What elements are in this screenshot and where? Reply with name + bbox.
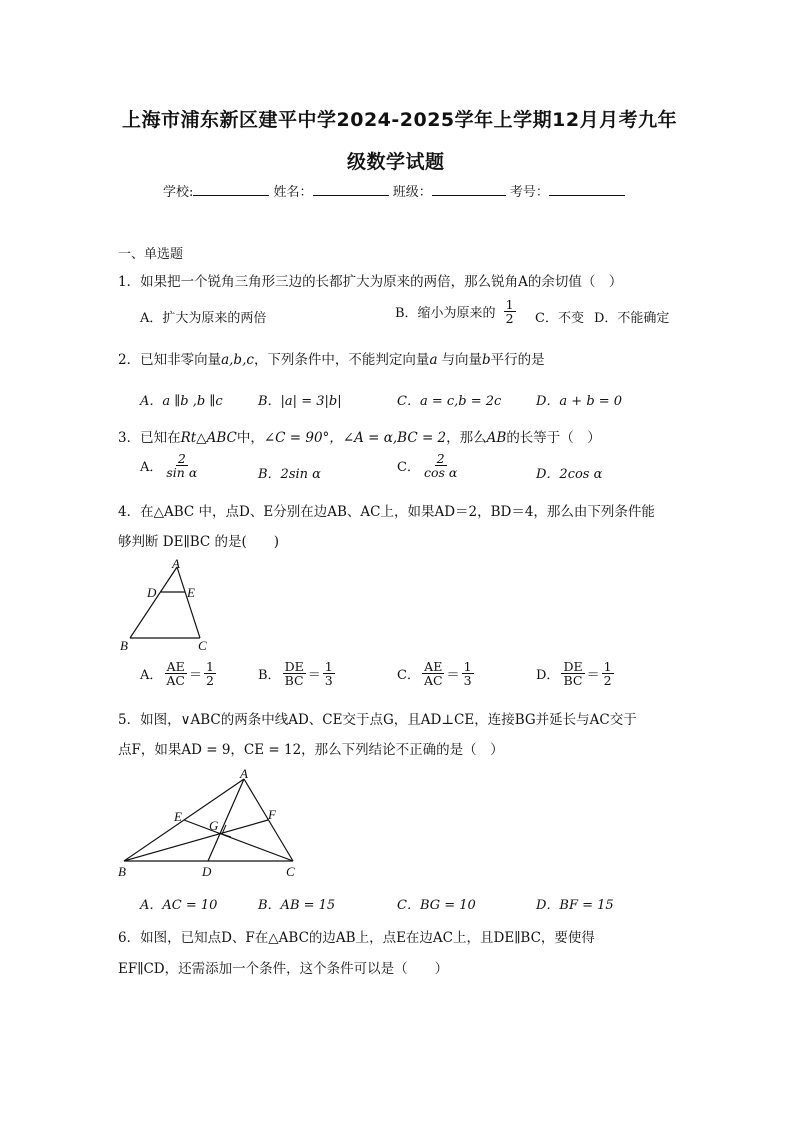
section-heading: 一、单选题 bbox=[118, 247, 184, 262]
q4-b-den: BC bbox=[284, 673, 304, 689]
q4-c-rden: 3 bbox=[463, 673, 472, 689]
question-4-option-c[interactable] bbox=[397, 660, 476, 687]
q3-text-mid2: ，那么 bbox=[446, 430, 487, 446]
q4-c-lhs bbox=[422, 660, 445, 687]
q4-d-rnum: 1 bbox=[603, 659, 612, 674]
question-5-option-a[interactable]: A．AC = 10 bbox=[140, 898, 218, 913]
q2-text-mid2: 与向量 bbox=[441, 352, 482, 368]
exam-number-blank[interactable] bbox=[549, 182, 625, 196]
q4-d-lhs bbox=[561, 660, 584, 687]
label-b: B bbox=[120, 638, 128, 653]
school-label: 学校: bbox=[163, 185, 194, 200]
question-5-option-d[interactable]: D．BF = 15 bbox=[536, 898, 614, 913]
q4-b-lhs bbox=[283, 660, 306, 687]
q2-text-post: 平行的是 bbox=[490, 352, 545, 368]
question-5-option-b[interactable]: B．AB = 15 bbox=[258, 898, 336, 913]
page-title-line2: 级数学试题 bbox=[347, 151, 445, 173]
q4-a-num: AE bbox=[166, 659, 185, 674]
label-d: D bbox=[202, 864, 212, 879]
q4-d-den: BC bbox=[563, 673, 583, 689]
question-1-option-d[interactable]: D．不能确定 bbox=[594, 311, 670, 326]
label-b: B bbox=[118, 864, 126, 879]
fraction-denominator: 2 bbox=[505, 311, 514, 327]
question-1-text: 1．如果把一个锐角三角形三边的长都扩大为原来的两倍，那么锐角A的余切值（ ） bbox=[118, 274, 623, 290]
class-blank[interactable] bbox=[432, 182, 506, 196]
question-3-text bbox=[118, 426, 601, 446]
q4-a-rnum: 1 bbox=[206, 659, 214, 674]
q4-c-rnum: 1 bbox=[463, 659, 472, 674]
q4-b-rden: 3 bbox=[324, 673, 333, 689]
q4-a-rden: 2 bbox=[206, 673, 214, 689]
label-a: A bbox=[240, 766, 248, 781]
question-2-text bbox=[118, 348, 545, 368]
question-5-option-c[interactable]: C．BG = 10 bbox=[397, 898, 476, 913]
label-d: D bbox=[147, 585, 157, 600]
label-g: G bbox=[209, 818, 219, 833]
q4-a-prefix: A． bbox=[140, 668, 163, 684]
q3-text-post: 的长等于（ ） bbox=[506, 430, 601, 446]
school-blank[interactable] bbox=[193, 182, 269, 196]
q3-c-prefix: C． bbox=[397, 460, 420, 476]
question-2-option-d[interactable]: D．a + b = 0 bbox=[536, 394, 623, 409]
question-4-option-b[interactable] bbox=[258, 660, 337, 687]
q2-vector-a: a bbox=[429, 352, 438, 368]
fraction-numerator: 1 bbox=[505, 297, 514, 312]
q4-b-num: DE bbox=[284, 659, 304, 674]
question-4-text-line1: 4．在△ABC 中，点D、E分别在边AB、AC上，如果AD＝2，BD＝4，那么由下列条件能 bbox=[118, 504, 655, 520]
q3-a-fraction bbox=[164, 452, 199, 479]
median-ce bbox=[184, 820, 293, 861]
question-3-option-c[interactable] bbox=[397, 452, 461, 479]
name-label: 姓名： bbox=[273, 185, 313, 200]
equals-sign: ＝ bbox=[188, 668, 202, 684]
equals-sign: ＝ bbox=[307, 668, 321, 684]
question-5-text-line1: 5．如图，∨ABC的两条中线AD、CE交于点G，且AD⊥CE，连接BG并延长与AC交于 bbox=[118, 712, 637, 728]
question-6-text-line2: EF∥CD，还需添加一个条件，这个条件可以是（ ） bbox=[118, 961, 449, 977]
q3-c-num: 2 bbox=[436, 451, 445, 466]
question-5-text-line2: 点F，如果AD = 9，CE = 12，那么下列结论不正确的是（ ） bbox=[118, 742, 504, 758]
equals-sign: ＝ bbox=[586, 668, 600, 684]
label-f: F bbox=[268, 807, 276, 822]
q4-b-prefix: B． bbox=[258, 668, 281, 684]
question-2-option-c[interactable]: C．a = c,b = 2c bbox=[397, 394, 502, 409]
q2-vector-b: b bbox=[482, 352, 491, 368]
q4-d-rden: 2 bbox=[603, 673, 612, 689]
q2-vectors: a,b,c bbox=[221, 352, 254, 368]
q4-d-rhs bbox=[602, 660, 614, 687]
fraction-half bbox=[504, 298, 516, 325]
name-blank[interactable] bbox=[313, 182, 389, 196]
q2-text-mid: ，下列条件中，不能判定向量 bbox=[253, 352, 430, 368]
q4-a-den: AC bbox=[166, 673, 185, 689]
option-b-prefix: B．缩小为原来的 bbox=[395, 306, 496, 322]
exam-number-label: 考号： bbox=[509, 185, 549, 200]
q3-a-num: 2 bbox=[177, 451, 186, 466]
question-5-figure bbox=[110, 762, 310, 882]
question-3-option-d[interactable]: D．2cos α bbox=[536, 467, 603, 482]
page-title-line1: 上海市浦东新区建平中学2024-2025学年上学期12月月考九年 bbox=[122, 109, 678, 131]
q4-b-rnum: 1 bbox=[324, 659, 333, 674]
question-6-text-line1: 6．如图，已知点D、F在△ABC的边AB上，点E在边AC上，且DE∥BC，要使得 bbox=[118, 930, 595, 946]
q3-a-den: sin α bbox=[166, 465, 198, 481]
label-a: A bbox=[172, 556, 180, 571]
label-c: C bbox=[198, 638, 207, 653]
q4-d-num: DE bbox=[563, 659, 583, 674]
segment-bf bbox=[124, 820, 268, 861]
q4-c-num: AE bbox=[424, 659, 443, 674]
q3-condition: ∠C = 90°，∠A = α,BC = 2 bbox=[263, 430, 447, 446]
class-label: 班级： bbox=[392, 185, 432, 200]
q3-text-pre: 3．已知在 bbox=[118, 430, 181, 446]
question-4-option-a[interactable] bbox=[140, 660, 218, 687]
q4-c-rhs bbox=[462, 660, 474, 687]
question-2-option-b[interactable]: B．|a| = 3|b| bbox=[258, 394, 342, 409]
q3-ab: AB bbox=[486, 430, 507, 446]
label-e: E bbox=[174, 809, 182, 824]
question-3-option-b[interactable]: B．2sin α bbox=[258, 467, 321, 482]
label-c: C bbox=[286, 864, 295, 879]
q3-a-prefix: A． bbox=[140, 460, 163, 476]
question-1-option-a[interactable]: A．扩大为原来的两倍 bbox=[140, 311, 267, 326]
q4-a-rhs bbox=[204, 660, 216, 687]
side-ac bbox=[177, 567, 200, 638]
label-e: E bbox=[187, 585, 195, 600]
q4-a-lhs bbox=[164, 660, 187, 687]
side-ab bbox=[130, 567, 177, 638]
q4-b-rhs bbox=[323, 660, 335, 687]
question-4-text-line2: 够判断 DE∥BC 的是( ) bbox=[118, 534, 280, 550]
q4-d-prefix: D． bbox=[536, 668, 560, 684]
q3-c-fraction bbox=[422, 452, 459, 479]
question-4-option-d[interactable] bbox=[536, 660, 616, 687]
q3-text-mid: 中， bbox=[236, 430, 264, 446]
q3-c-den: cos α bbox=[423, 465, 458, 481]
question-3-option-a[interactable] bbox=[140, 452, 201, 479]
q4-c-den: AC bbox=[423, 673, 443, 689]
equals-sign: ＝ bbox=[446, 668, 460, 684]
question-1-option-c[interactable]: C．不变 bbox=[535, 311, 584, 326]
q2-text-pre: 2．已知非零向量 bbox=[118, 352, 222, 368]
student-info-fields bbox=[163, 181, 625, 200]
q4-c-prefix: C． bbox=[397, 668, 420, 684]
question-1-option-b[interactable] bbox=[395, 298, 518, 325]
question-2-option-a[interactable]: A．a ∥b ,b ∥c bbox=[140, 394, 223, 409]
q3-triangle: Rt△ABC bbox=[180, 430, 237, 446]
question-4-figure bbox=[110, 555, 220, 655]
